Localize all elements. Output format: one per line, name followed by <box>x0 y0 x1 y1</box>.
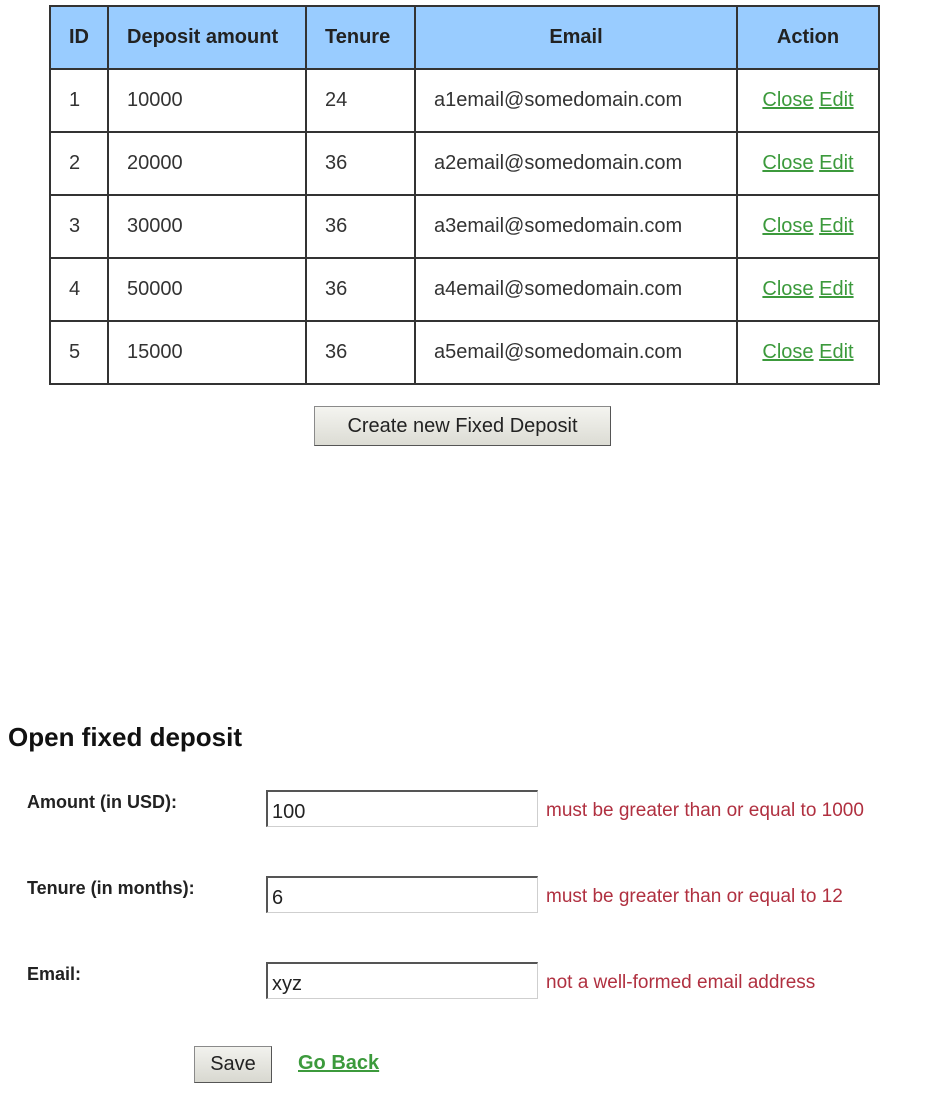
header-id: ID <box>50 6 108 69</box>
edit-link[interactable]: Edit <box>819 152 854 174</box>
cell-email: a1email@somedomain.com <box>415 69 737 132</box>
cell-action <box>737 258 879 321</box>
edit-link[interactable]: Edit <box>819 341 854 363</box>
close-link[interactable]: Close <box>762 278 814 300</box>
cell-action <box>737 195 879 258</box>
email-label: Email: <box>27 964 82 984</box>
table-row <box>50 195 879 258</box>
table-row <box>50 258 879 321</box>
cell-tenure: 24 <box>306 69 415 132</box>
email-input[interactable] <box>266 962 538 999</box>
form-title: Open fixed deposit <box>8 722 243 752</box>
cell-id: 4 <box>50 258 108 321</box>
create-fixed-deposit-button[interactable]: Create new Fixed Deposit <box>314 406 611 446</box>
cell-tenure: 36 <box>306 195 415 258</box>
table-row <box>50 69 879 132</box>
cell-action <box>737 132 879 195</box>
header-deposit-amount: Deposit amount <box>108 6 306 69</box>
cell-deposit-amount: 50000 <box>108 258 306 321</box>
cell-id: 1 <box>50 69 108 132</box>
fixed-deposits-table <box>49 5 880 385</box>
cell-action <box>737 321 879 384</box>
table-header-row <box>50 6 879 69</box>
edit-link[interactable]: Edit <box>819 278 854 300</box>
edit-link[interactable]: Edit <box>819 89 854 111</box>
table-row <box>50 321 879 384</box>
cell-id: 3 <box>50 195 108 258</box>
cell-id: 2 <box>50 132 108 195</box>
cell-email: a2email@somedomain.com <box>415 132 737 195</box>
tenure-input[interactable] <box>266 876 538 913</box>
cell-tenure: 36 <box>306 132 415 195</box>
cell-action <box>737 69 879 132</box>
header-email: Email <box>415 6 737 69</box>
close-link[interactable]: Close <box>762 215 814 237</box>
tenure-label: Tenure (in months): <box>27 878 195 898</box>
go-back-link[interactable]: Go Back <box>298 1052 380 1074</box>
cell-email: a5email@somedomain.com <box>415 321 737 384</box>
close-link[interactable]: Close <box>762 89 814 111</box>
cell-email: a4email@somedomain.com <box>415 258 737 321</box>
cell-email: a3email@somedomain.com <box>415 195 737 258</box>
cell-deposit-amount: 10000 <box>108 69 306 132</box>
header-action: Action <box>737 6 879 69</box>
save-button[interactable]: Save <box>194 1046 272 1083</box>
cell-id: 5 <box>50 321 108 384</box>
cell-deposit-amount: 30000 <box>108 195 306 258</box>
email-error: not a well-formed email address <box>546 972 816 993</box>
amount-label: Amount (in USD): <box>27 792 177 812</box>
header-tenure: Tenure <box>306 6 415 69</box>
tenure-error: must be greater than or equal to 12 <box>546 886 843 907</box>
cell-tenure: 36 <box>306 321 415 384</box>
amount-error: must be greater than or equal to 1000 <box>546 800 864 821</box>
close-link[interactable]: Close <box>762 152 814 174</box>
close-link[interactable]: Close <box>762 341 814 363</box>
edit-link[interactable]: Edit <box>819 215 854 237</box>
cell-deposit-amount: 20000 <box>108 132 306 195</box>
amount-input[interactable] <box>266 790 538 827</box>
cell-tenure: 36 <box>306 258 415 321</box>
table-row <box>50 132 879 195</box>
cell-deposit-amount: 15000 <box>108 321 306 384</box>
